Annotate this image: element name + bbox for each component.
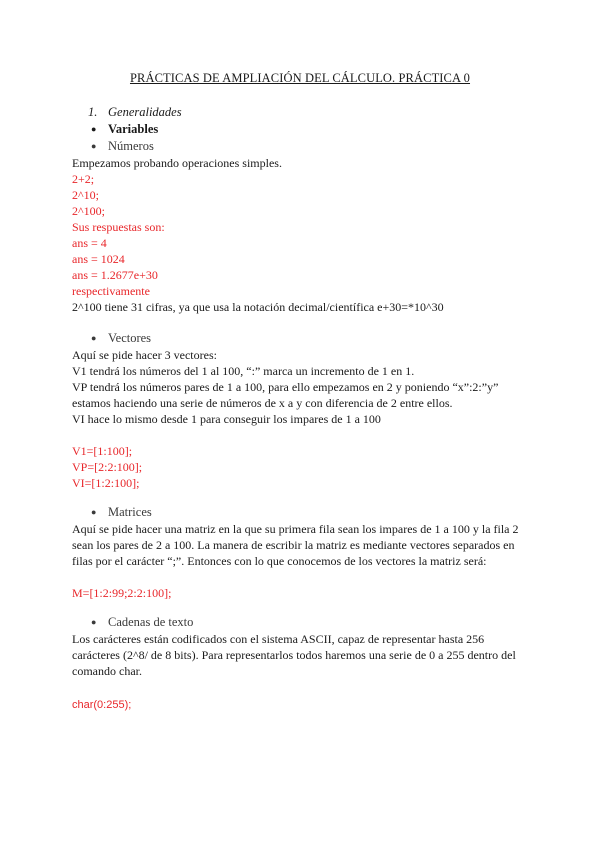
page-title: PRÁCTICAS DE AMPLIACIÓN DEL CÁLCULO. PRÁCTICA 0 bbox=[129, 71, 471, 85]
vectores-heading: Vectores bbox=[108, 331, 152, 345]
paragraph-line: filas por el carácter “;”. Entonces con lo que conocemos de los vectores la matriz será: bbox=[72, 554, 487, 568]
code-line: VP=[2:2:100]; bbox=[72, 460, 143, 474]
answer-line: ans = 1.2677e+30 bbox=[72, 268, 158, 282]
bullet-numeros bbox=[91, 139, 154, 154]
code-line: 2^10; bbox=[72, 188, 99, 202]
bullet-icon: ● bbox=[91, 507, 97, 517]
bullet-vectores bbox=[91, 331, 151, 346]
bullet-icon: ● bbox=[91, 124, 97, 134]
bullet-icon: ● bbox=[91, 141, 97, 151]
paragraph-line: estamos haciendo una serie de números de x a y con diferencia de 2 entre ellos. bbox=[72, 396, 453, 410]
answer-line: ans = 4 bbox=[72, 236, 107, 250]
section-heading-generalidades bbox=[88, 105, 182, 120]
paragraph-line: VP tendrá los números pares de 1 a 100, para ello empezamos en 2 y poniendo “x”:2:”y” bbox=[72, 380, 499, 394]
code-line: VI=[1:2:100]; bbox=[72, 476, 140, 490]
bullet-icon: ● bbox=[91, 333, 97, 343]
answers-label: Sus respuestas son: bbox=[72, 220, 165, 234]
bullet-matrices bbox=[91, 505, 152, 520]
answer-line: ans = 1024 bbox=[72, 252, 125, 266]
respectively-label: respectivamente bbox=[72, 284, 150, 298]
code-line: 2^100; bbox=[72, 204, 105, 218]
paragraph-line: VI hace lo mismo desde 1 para conseguir los impares de 1 a 100 bbox=[72, 412, 381, 426]
numeros-heading: Números bbox=[108, 139, 154, 153]
code-line: 2+2; bbox=[72, 172, 95, 186]
section-number: 1. bbox=[88, 105, 98, 119]
code-line: char(0:255); bbox=[72, 699, 132, 711]
code-line: M=[1:2:99;2:2:100]; bbox=[72, 586, 172, 600]
bullet-variables bbox=[91, 122, 158, 137]
paragraph-line: Aquí se pide hacer 3 vectores: bbox=[72, 348, 217, 362]
code-line: V1=[1:100]; bbox=[72, 444, 133, 458]
paragraph-line: carácteres (2^8/ de 8 bits). Para representarlos todos haremos una serie de 0 a 255 dentro del bbox=[72, 648, 516, 662]
paragraph-line: V1 tendrá los números del 1 al 100, “:” marca un incremento de 1 en 1. bbox=[72, 364, 415, 378]
matrices-heading: Matrices bbox=[108, 505, 152, 519]
bullet-cadenas bbox=[91, 615, 193, 630]
numeros-intro: Empezamos probando operaciones simples. bbox=[72, 156, 282, 170]
variables-heading: Variables bbox=[108, 122, 159, 136]
section-label: Generalidades bbox=[108, 105, 182, 119]
cadenas-heading: Cadenas de texto bbox=[108, 615, 194, 629]
numeros-note: 2^100 tiene 31 cifras, ya que usa la notación decimal/científica e+30=*10^30 bbox=[72, 300, 444, 314]
bullet-icon: ● bbox=[91, 617, 97, 627]
paragraph-line: Los carácteres están codificados con el sistema ASCII, capaz de representar hasta 256 bbox=[72, 632, 485, 646]
paragraph-line: comando char. bbox=[72, 664, 142, 678]
paragraph-line: sean los pares de 2 a 100. La manera de escribir la matriz es mediante vectores separados en bbox=[72, 538, 515, 552]
paragraph-line: Aquí se pide hacer una matriz en la que su primera fila sean los impares de 1 a 100 y la fila 2 bbox=[72, 522, 519, 536]
